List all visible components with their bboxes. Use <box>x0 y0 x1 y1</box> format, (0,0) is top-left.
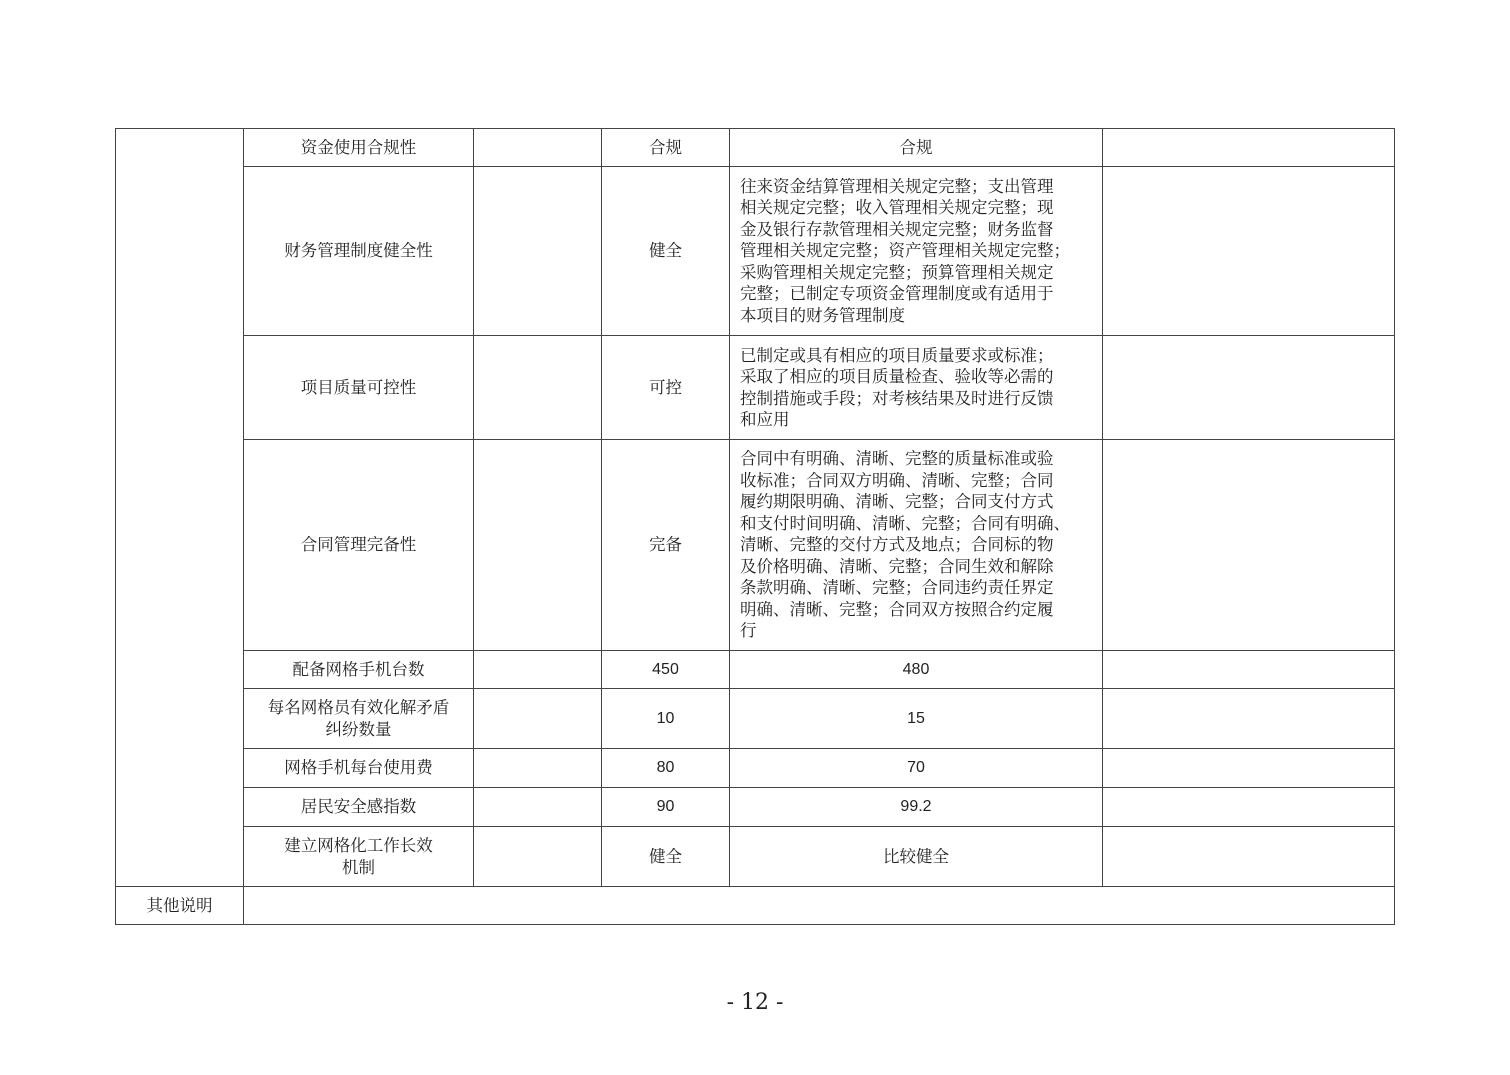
indicator-name <box>244 827 474 887</box>
actual-value-line: 明确、清晰、完整；合同双方按照合约定履 <box>740 599 1054 619</box>
actual-value-line: 及价格明确、清晰、完整；合同生效和解除 <box>740 556 1054 576</box>
actual-value-line: 已制定或具有相应的项目质量要求或标准； <box>740 345 1054 365</box>
remarks-cell <box>1103 167 1395 336</box>
actual-value-line: 条款明确、清晰、完整；合同违约责任界定 <box>740 578 1054 598</box>
remarks-cell <box>1103 788 1395 827</box>
target-value: 合规 <box>602 129 730 167</box>
table-row <box>116 651 1395 689</box>
actual-value <box>730 827 1103 887</box>
table-row <box>116 689 1395 749</box>
target-value: 健全 <box>602 827 730 887</box>
weight-cell <box>474 336 602 440</box>
target-value: 90 <box>602 788 730 827</box>
actual-value-line: 和应用 <box>740 410 790 429</box>
target-value: 可控 <box>602 336 730 440</box>
actual-value <box>730 440 1103 651</box>
indicator-name-line: 每名网格员有效化解矛盾 <box>267 698 450 717</box>
remarks-cell <box>1103 827 1395 887</box>
actual-value <box>730 788 1103 827</box>
table-row <box>116 827 1395 887</box>
page-number: - 12 - <box>726 990 784 1015</box>
target-value: 80 <box>602 749 730 788</box>
actual-value <box>730 651 1103 689</box>
other-notes-label: 其他说明 <box>116 887 244 925</box>
actual-value-line: 完整；已制定专项资金管理制度或有适用于 <box>740 284 1054 304</box>
indicator-name: 合同管理完备性 <box>244 440 474 651</box>
remarks-cell <box>1103 749 1395 788</box>
weight-cell <box>474 129 602 167</box>
table-row <box>116 788 1395 827</box>
indicator-name: 资金使用合规性 <box>244 129 474 167</box>
category-cell <box>116 129 244 887</box>
actual-value <box>730 129 1103 167</box>
actual-value-line: 本项目的财务管理制度 <box>740 305 905 325</box>
actual-value-line: 清晰、完整的交付方式及地点；合同标的物 <box>740 535 1054 555</box>
actual-value <box>730 336 1103 440</box>
remarks-cell <box>1103 689 1395 749</box>
weight-cell <box>474 827 602 887</box>
actual-value <box>730 689 1103 749</box>
table-row <box>116 440 1395 651</box>
weight-cell <box>474 749 602 788</box>
actual-value-line: 70 <box>907 759 925 777</box>
table-row <box>116 167 1395 336</box>
indicator-name <box>244 689 474 749</box>
actual-value-line: 15 <box>907 709 925 727</box>
remarks-cell <box>1103 129 1395 167</box>
actual-value-line: 管理相关规定完整；资产管理相关规定完整； <box>740 241 1070 261</box>
actual-value <box>730 167 1103 336</box>
weight-cell <box>474 167 602 336</box>
actual-value-line: 金及银行存款管理相关规定完整；财务监督 <box>740 219 1054 239</box>
actual-value-line: 控制措施或手段；对考核结果及时进行反馈 <box>740 388 1054 408</box>
indicator-name-line: 纠纷数量 <box>325 719 392 739</box>
indicator-name: 网格手机每台使用费 <box>244 749 474 788</box>
actual-value-line: 合规 <box>899 137 933 157</box>
actual-value-line: 合同中有明确、清晰、完整的质量标准或验 <box>740 449 1054 469</box>
actual-value-line: 99.2 <box>900 798 932 816</box>
indicator-name-line: 建立网格化工作长效 <box>284 836 433 855</box>
remarks-cell <box>1103 651 1395 689</box>
actual-value-line: 采取了相应的项目质量检查、验收等必需的 <box>740 367 1054 386</box>
weight-cell <box>474 788 602 827</box>
actual-value-line: 行 <box>740 621 757 641</box>
other-notes-row <box>116 887 1395 925</box>
actual-value <box>730 749 1103 788</box>
actual-value-line: 履约期限明确、清晰、完整；合同支付方式 <box>740 492 1054 512</box>
table-row <box>116 129 1395 167</box>
actual-value-line: 采购管理相关规定完整；预算管理相关规定 <box>740 262 1054 282</box>
actual-value-line: 往来资金结算管理相关规定完整；支出管理 <box>740 176 1054 196</box>
actual-value-line: 比较健全 <box>883 846 949 866</box>
remarks-cell <box>1103 336 1395 440</box>
other-notes-content <box>244 887 1395 925</box>
performance-indicator-table <box>115 128 1395 925</box>
indicator-name-line: 机制 <box>342 857 375 877</box>
actual-value-line: 相关规定完整；收入管理相关规定完整；现 <box>740 198 1054 218</box>
weight-cell <box>474 651 602 689</box>
remarks-cell <box>1103 440 1395 651</box>
weight-cell <box>474 689 602 749</box>
weight-cell <box>474 440 602 651</box>
indicator-name: 财务管理制度健全性 <box>244 167 474 336</box>
actual-value-line: 收标准；合同双方明确、清晰、完整；合同 <box>740 470 1054 490</box>
target-value: 10 <box>602 689 730 749</box>
indicator-name: 配备网格手机台数 <box>244 651 474 689</box>
actual-value-line: 和支付时间明确、清晰、完整；合同有明确、 <box>740 513 1070 533</box>
table-row <box>116 336 1395 440</box>
target-value: 健全 <box>602 167 730 336</box>
indicator-name: 项目质量可控性 <box>244 336 474 440</box>
target-value: 450 <box>602 651 730 689</box>
actual-value-line: 480 <box>902 660 930 678</box>
indicator-name: 居民安全感指数 <box>244 788 474 827</box>
table-row <box>116 749 1395 788</box>
target-value: 完备 <box>602 440 730 651</box>
